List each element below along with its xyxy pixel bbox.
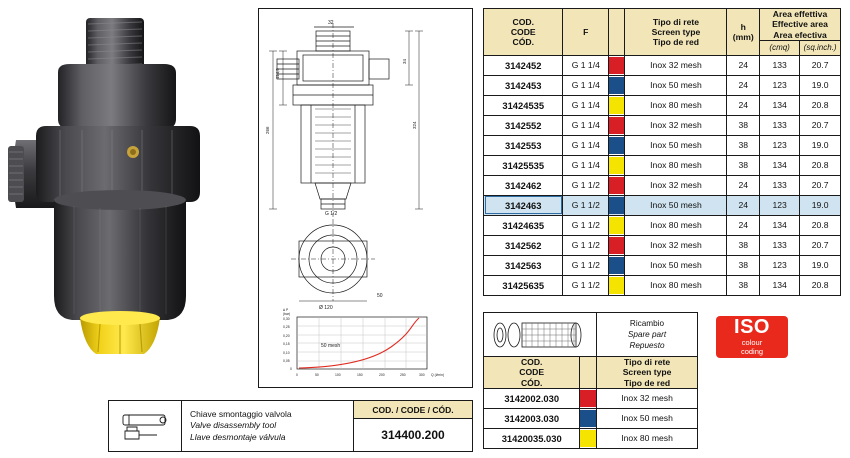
table-row[interactable]	[484, 195, 841, 215]
cell-area-sqinch: 20.8	[800, 155, 841, 175]
disassembly-tool-box	[108, 400, 473, 452]
spare-header-screen-it: Tipo di rete	[623, 357, 671, 367]
header-screen-en: Screen type	[651, 26, 701, 37]
cell-f: G 1 1/4	[563, 75, 609, 95]
spare-header-screen-es: Tipo de red	[623, 377, 671, 388]
cell-f: G 1 1/2	[563, 235, 609, 255]
svg-text:100: 100	[335, 373, 341, 377]
cell-h: 24	[727, 175, 760, 195]
svg-text:Q (l/min): Q (l/min)	[431, 373, 444, 377]
cell-area-sqinch: 20.7	[800, 235, 841, 255]
spare-cell-code[interactable]: 31420035.030	[484, 428, 580, 448]
tool-icon-cell	[109, 401, 182, 451]
cell-h: 38	[727, 135, 760, 155]
cell-area-cmq: 133	[760, 55, 800, 75]
table-row[interactable]	[484, 135, 841, 155]
table-row[interactable]	[484, 215, 841, 235]
cell-h: 24	[727, 55, 760, 75]
spare-table-row[interactable]	[484, 388, 698, 408]
tool-name-it: Chiave smontaggio valvola	[190, 408, 292, 419]
cell-code[interactable]: 31424535	[484, 95, 563, 115]
table-row[interactable]	[484, 75, 841, 95]
svg-text:(bar): (bar)	[283, 312, 291, 316]
cell-color-swatch	[609, 115, 625, 135]
header-code-en: CODE	[510, 26, 536, 37]
cell-code[interactable]: 31424635	[484, 215, 563, 235]
svg-text:∆ P: ∆ P	[283, 308, 289, 312]
table-body	[484, 55, 841, 295]
cell-h: 38	[727, 235, 760, 255]
table-header	[484, 9, 841, 56]
svg-text:150: 150	[357, 373, 363, 377]
cell-code[interactable]: 3142552	[484, 115, 563, 135]
header-h-unit: (mm)	[732, 31, 754, 42]
cell-screen-type: Inox 80 mesh	[625, 155, 727, 175]
cell-area-sqinch: 19.0	[800, 135, 841, 155]
cell-area-sqinch: 20.8	[800, 275, 841, 295]
cell-code[interactable]: 3142452	[484, 55, 563, 75]
cell-screen-type: Inox 80 mesh	[625, 95, 727, 115]
cell-f: G 1 1/4	[563, 115, 609, 135]
cell-screen-type: Inox 32 mesh	[625, 55, 727, 75]
cell-color-swatch	[609, 275, 625, 295]
cell-area-sqinch: 19.0	[800, 75, 841, 95]
cell-screen-type: Inox 50 mesh	[625, 75, 727, 95]
cell-area-cmq: 123	[760, 135, 800, 155]
iso-colour-coding-logo	[716, 316, 788, 358]
cell-code[interactable]: 3142553	[484, 135, 563, 155]
cell-screen-type: Inox 50 mesh	[625, 135, 727, 155]
cell-h: 38	[727, 275, 760, 295]
tool-code-cell	[353, 401, 472, 451]
cell-area-cmq: 134	[760, 215, 800, 235]
spare-cell-code[interactable]: 3142003.030	[484, 408, 580, 428]
filter-product-image	[0, 0, 252, 398]
cell-h: 24	[727, 95, 760, 115]
svg-text:34: 34	[402, 58, 407, 64]
header-area-en: Effective area	[772, 19, 828, 30]
pressure-drop-chart	[283, 308, 444, 377]
header-color	[609, 9, 625, 56]
spare-table-row[interactable]	[484, 408, 698, 428]
header-h-label: h	[740, 21, 746, 32]
header-code-es: CÓD.	[512, 37, 534, 48]
cell-f: G 1 1/2	[563, 255, 609, 275]
product-codes-table	[483, 8, 841, 296]
cell-h: 24	[727, 195, 760, 215]
spare-cell-color-swatch	[580, 428, 597, 448]
tool-code-header: COD. / CODE / CÓD.	[354, 401, 472, 419]
product-photo-panel	[0, 0, 252, 398]
spare-label-es: Repuesto	[629, 341, 665, 351]
cell-screen-type: Inox 50 mesh	[625, 195, 727, 215]
svg-text:0,20: 0,20	[283, 334, 290, 338]
wrench-tool-icon	[117, 409, 173, 443]
spare-header-code	[484, 357, 580, 389]
svg-text:266: 266	[265, 126, 270, 134]
svg-text:50: 50	[315, 373, 319, 377]
spare-part-header-row	[483, 312, 698, 356]
svg-text:0,05: 0,05	[283, 359, 290, 363]
spare-table-header	[484, 357, 698, 389]
spare-part-block	[483, 312, 698, 449]
cell-f: G 1 1/4	[563, 55, 609, 75]
table-row[interactable]	[484, 275, 841, 295]
svg-text:114,5: 114,5	[275, 68, 280, 79]
spare-label-en: Spare part	[627, 329, 667, 339]
cell-area-cmq: 133	[760, 115, 800, 135]
cell-color-swatch	[609, 195, 625, 215]
cell-f: G 1 1/4	[563, 155, 609, 175]
cell-color-swatch	[609, 235, 625, 255]
cell-area-sqinch: 20.8	[800, 215, 841, 235]
spare-header-screen	[597, 357, 698, 389]
spare-table-row[interactable]	[484, 428, 698, 448]
cell-color-swatch	[609, 215, 625, 235]
cell-screen-type: Inox 80 mesh	[625, 215, 727, 235]
cell-area-cmq: 134	[760, 95, 800, 115]
spare-part-image-cell	[484, 313, 597, 356]
svg-text:G 1/2: G 1/2	[325, 211, 338, 217]
cell-color-swatch	[609, 135, 625, 155]
cell-area-sqinch: 20.7	[800, 115, 841, 135]
cell-screen-type: Inox 32 mesh	[625, 175, 727, 195]
svg-text:0: 0	[296, 373, 298, 377]
cell-area-sqinch: 20.7	[800, 55, 841, 75]
cell-h: 24	[727, 75, 760, 95]
tool-name-es: Llave desmontaje válvula	[190, 431, 286, 442]
cell-screen-type: Inox 32 mesh	[625, 235, 727, 255]
header-screen-es: Tipo de red	[652, 37, 700, 48]
svg-text:0: 0	[290, 367, 292, 371]
header-f: F	[563, 9, 609, 56]
iso-logo-word: ISO	[734, 316, 770, 339]
svg-text:50: 50	[377, 293, 383, 299]
iso-logo-line1: colour	[741, 338, 763, 348]
tool-code-value: 314400.200	[381, 428, 445, 442]
cell-code[interactable]: 31425635	[484, 275, 563, 295]
svg-text:0,30: 0,30	[283, 317, 290, 321]
svg-text:Ø 120: Ø 120	[319, 305, 333, 311]
header-area-unit-cmq: (cmq)	[760, 40, 800, 55]
iso-logo-line2: coding	[740, 347, 764, 356]
technical-drawing-panel	[258, 8, 473, 388]
cell-code[interactable]: 3142563	[484, 255, 563, 275]
spare-cell-color-swatch	[580, 388, 597, 408]
header-h	[727, 9, 760, 56]
cell-f: G 1 1/4	[563, 95, 609, 115]
cell-color-swatch	[609, 55, 625, 75]
spare-cell-screen-type: Inox 50 mesh	[597, 408, 698, 428]
cell-area-cmq: 123	[760, 75, 800, 95]
cell-area-sqinch: 19.0	[800, 195, 841, 215]
cell-f: G 1 1/2	[563, 175, 609, 195]
cell-color-swatch	[609, 95, 625, 115]
cell-f: G 1 1/2	[563, 275, 609, 295]
cell-color-swatch	[609, 155, 625, 175]
cell-area-cmq: 123	[760, 195, 800, 215]
svg-text:0,25: 0,25	[283, 325, 290, 329]
spare-part-labels	[597, 313, 697, 356]
cell-code[interactable]: 3142453	[484, 75, 563, 95]
table-row[interactable]	[484, 55, 841, 75]
svg-text:300: 300	[419, 373, 425, 377]
cell-f: G 1 1/2	[563, 195, 609, 215]
cell-color-swatch	[609, 175, 625, 195]
spare-cell-screen-type: Inox 80 mesh	[597, 428, 698, 448]
header-effective-area	[760, 9, 841, 41]
svg-text:32: 32	[328, 20, 334, 26]
cell-area-cmq: 134	[760, 275, 800, 295]
cell-color-swatch	[609, 75, 625, 95]
svg-text:250: 250	[400, 373, 406, 377]
cell-h: 38	[727, 255, 760, 275]
cell-f: G 1 1/4	[563, 135, 609, 155]
cell-area-sqinch: 19.0	[800, 255, 841, 275]
cell-area-cmq: 123	[760, 255, 800, 275]
cell-h: 38	[727, 155, 760, 175]
table-row[interactable]	[484, 95, 841, 115]
table-row[interactable]	[484, 155, 841, 175]
cell-screen-type: Inox 80 mesh	[625, 275, 727, 295]
table-row[interactable]	[484, 175, 841, 195]
header-code-it: COD.	[512, 16, 534, 27]
header-code	[484, 9, 563, 56]
table-row[interactable]	[484, 235, 841, 255]
cell-screen-type: Inox 32 mesh	[625, 115, 727, 135]
cell-area-cmq: 133	[760, 235, 800, 255]
cell-code[interactable]: 31425535	[484, 155, 563, 175]
table-row[interactable]	[484, 115, 841, 135]
cell-code[interactable]: 3142463	[484, 195, 563, 215]
cell-area-sqinch: 20.7	[800, 175, 841, 195]
header-screen-type	[625, 9, 727, 56]
svg-text:50 mesh: 50 mesh	[321, 343, 341, 349]
spare-header-code-es: CÓD.	[520, 377, 543, 388]
cell-code[interactable]: 3142562	[484, 235, 563, 255]
cell-area-sqinch: 20.8	[800, 95, 841, 115]
spare-header-code-en: CODE	[519, 367, 545, 378]
svg-text:200: 200	[379, 373, 385, 377]
header-area-es: Area efectiva	[773, 29, 827, 40]
header-area-unit-sqinch: (sq.inch.)	[800, 40, 841, 55]
svg-text:324: 324	[412, 121, 417, 129]
tool-name-cell	[182, 401, 353, 451]
spare-cell-screen-type: Inox 32 mesh	[597, 388, 698, 408]
header-area-it: Area effettiva	[772, 9, 828, 19]
cell-area-cmq: 133	[760, 175, 800, 195]
cell-h: 24	[727, 215, 760, 235]
svg-text:0,10: 0,10	[283, 351, 290, 355]
spare-label-it: Ricambio	[629, 318, 665, 328]
spare-cell-code[interactable]: 3142002.030	[484, 388, 580, 408]
cell-h: 38	[727, 115, 760, 135]
cell-code[interactable]: 3142462	[484, 175, 563, 195]
spare-cell-color-swatch	[580, 408, 597, 428]
spare-table-body	[484, 388, 698, 448]
tool-name-en: Valve disassembly tool	[190, 420, 277, 431]
technical-drawing	[259, 9, 472, 387]
cell-f: G 1 1/2	[563, 215, 609, 235]
spare-header-code-it: COD.	[520, 357, 543, 367]
cell-screen-type: Inox 50 mesh	[625, 255, 727, 275]
cell-area-cmq: 134	[760, 155, 800, 175]
spare-header-screen-en: Screen type	[622, 367, 672, 378]
cell-color-swatch	[609, 255, 625, 275]
top-thread	[86, 18, 144, 70]
spare-part-table	[483, 356, 698, 449]
yellow-drain-cap	[80, 311, 160, 354]
header-screen-it: Tipo di rete	[652, 16, 700, 27]
spare-header-color	[580, 357, 597, 389]
svg-text:0,15: 0,15	[283, 342, 290, 346]
screen-cartridge-icon	[490, 318, 590, 352]
table-row[interactable]	[484, 255, 841, 275]
